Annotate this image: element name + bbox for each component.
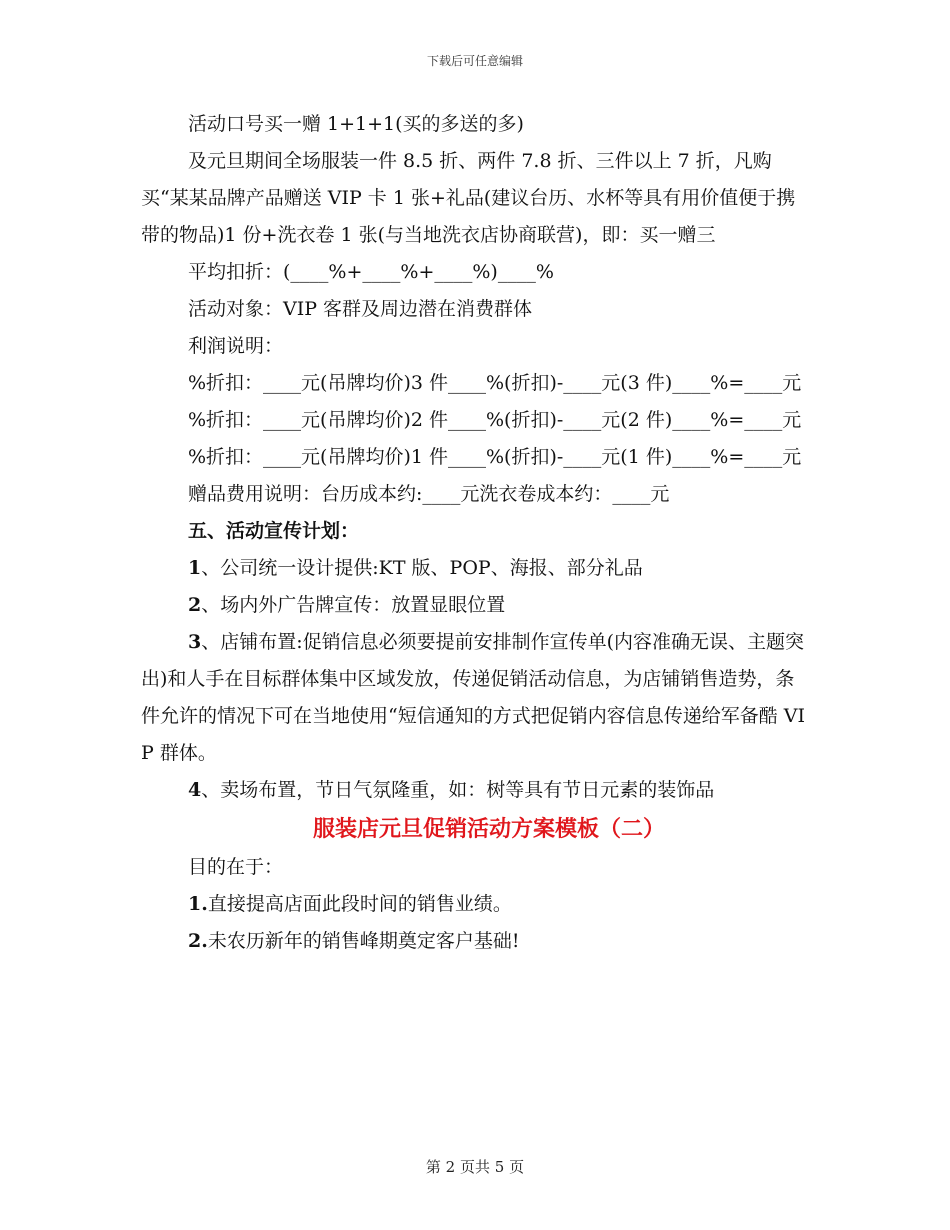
item-number: 2.: [188, 930, 208, 952]
item-text: 、卖场布置，节日气氛隆重，如：树等具有节日元素的装饰品: [201, 779, 715, 801]
promo-item-4: [141, 772, 813, 809]
item-text: 直接提高店面此段时间的销售业绩。: [207, 893, 512, 915]
part-2-title: 服装店元旦促销活动方案模板（二）: [312, 816, 665, 842]
profit-line-2: %折扣：____元(吊牌均价)2 件____%(折扣)-____元(2 件)____%=____元: [188, 409, 802, 431]
item-number: 1.: [188, 893, 208, 915]
document-body: [141, 106, 813, 960]
promo-item-3: [141, 624, 813, 772]
item-number: 2: [188, 594, 202, 616]
discount-paragraph: 及元旦期间全场服装一件 8.5 折、两件 7.8 折、三件以上 7 折，凡购买“某某品牌产品赠送 VIP 卡 1 张+礼品(建议台历、水杯等具有用价值便于携带的物品)1 份+洗衣卷 1 张(与当地洗衣店协商联营)，即：买一赠三: [141, 150, 796, 246]
item-number: 1: [188, 557, 202, 579]
item-text: 、店铺布置:促销信息必须要提前安排制作宣传单(内容准确无误、主题突出)和人手在目标群体集中区域发放，传递促销活动信息，为店铺销售造势，条件允许的情况下可在当地使用“短信通知的方式把促销内容信息传递给军备酷 VIP 群体。: [141, 631, 805, 764]
item-text: 、公司统一设计提供:KT 版、POP、海报、部分礼品: [201, 557, 643, 579]
item-number: 3: [188, 631, 202, 653]
profit-line-1: %折扣：____元(吊牌均价)1 件____%(折扣)-____元(1 件)____%=____元: [188, 446, 802, 468]
gift-cost-line: 赠品费用说明：台历成本约:____元洗衣卷成本约：____元: [188, 483, 670, 505]
promo-item-1: [141, 550, 813, 587]
purpose-intro: 目的在于：: [188, 856, 284, 878]
purpose-item-2: [141, 923, 813, 960]
profit-heading: 利润说明：: [188, 335, 284, 357]
average-discount-line: 平均扣折：(____%+____%+____%)____%: [188, 261, 554, 283]
target-audience-line: 活动对象：VIP 客群及周边潜在消费群体: [188, 298, 533, 320]
item-text: 未农历新年的销售峰期奠定客户基础!: [207, 930, 520, 952]
page-footer: 第 2 页共 5 页: [425, 1158, 525, 1176]
purpose-item-1: [141, 886, 813, 923]
profit-line-3: %折扣：____元(吊牌均价)3 件____%(折扣)-____元(3 件)____%=____元: [188, 372, 802, 394]
item-text: 、场内外广告牌宣传：放置显眼位置: [201, 594, 506, 616]
page-header: 下载后可任意编辑: [426, 54, 523, 68]
slogan-paragraph: 活动口号买一赠 1+1+1(买的多送的多): [188, 113, 524, 135]
section-5-heading: 五、活动宣传计划：: [188, 520, 360, 542]
item-number: 4: [188, 779, 202, 801]
promo-item-2: [141, 587, 813, 624]
